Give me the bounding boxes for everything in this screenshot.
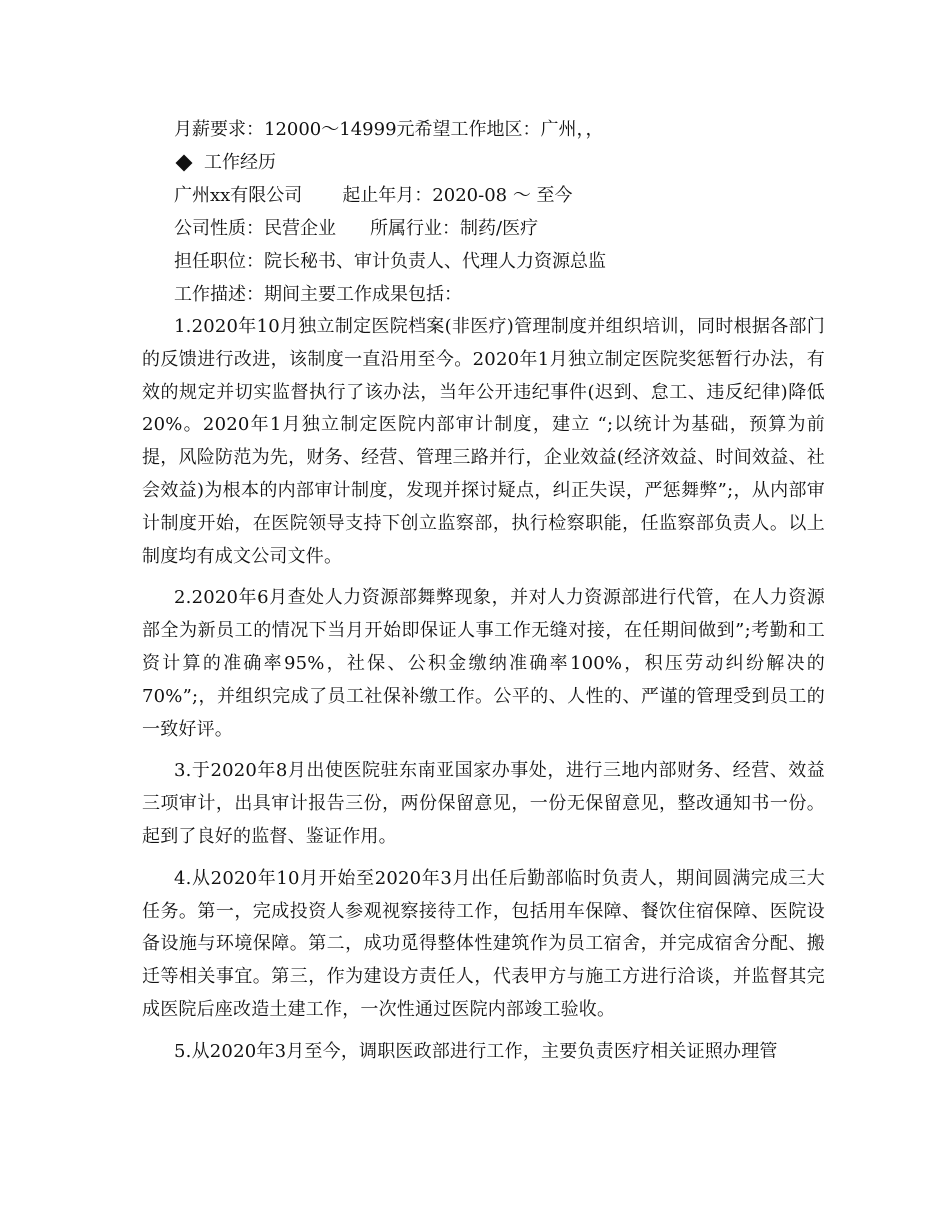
employment-period: 起止年月：2020-08 ～ 至今: [342, 185, 573, 206]
work-experience-heading: [142, 146, 825, 179]
position-line: 担任职位：院长秘书、审计负责人、代理人力资源总监: [174, 251, 606, 272]
company-name: 广州xx有限公司: [174, 185, 303, 206]
company-type: 公司性质：民营企业: [174, 218, 336, 239]
achievement-paragraph-5: 5.从2020年3月至今，调职医政部进行工作，主要负责医疗相关证照办理管: [174, 1040, 778, 1062]
industry: 所属行业：制药/医疗: [370, 218, 539, 239]
diamond-bullet-icon: [176, 154, 193, 171]
achievement-paragraph-3: 3.于2020年8月出使医院驻东南亚国家办事处，进行三地内部财务、经营、效益三项审计，出具审计报告三份，两份保留意见，一份无保留意见，整改通知书一份。起到了良好的监督、鉴证作用。: [142, 760, 825, 847]
resume-page: [142, 113, 825, 1069]
company-info-line: [142, 212, 825, 245]
achievement-paragraph-1: 1.2020年10月独立制定医院档案(非医疗)管理制度并组织培训，同时根据各部门的反馈进行改进，该制度一直沿用至今。2020年1月独立制定医院奖惩暂行办法，有效的规定并切实监督执行了该办法，当年公开违纪事件(迟到、怠工、违反纪律)降低20%。2020年1月独立制定医院内部审计制度，建立 “;以统计为基础，预算为前提，风险防范为先，财务、经营、管理三路并行，企业效益(经济效益、时间效益、社会效益)为根本的内部审计制度，发现并探讨疑点，纠正失误，严惩舞弊”;，从内部审计制度开始，在医院领导支持下创立监察部，执行检察职能，任监察部负责人。以上制度均有成文公司文件。: [142, 316, 825, 567]
achievement-paragraph-4: 4.从2020年10月开始至2020年3月出任后勤部临时负责人，期间圆满完成三大任务。第一，完成投资人参观视察接待工作，包括用车保障、餐饮住宿保障、医院设备设施与环境保障。第二，成功觅得整体性建筑作为员工宿舍，并完成宿舍分配、搬迁等相关事宜。第三，作为建设方责任人，代表甲方与施工方进行洽谈，并监督其完成医院后座改造土建工作，一次性通过医院内部竣工验收。: [142, 867, 825, 1020]
achievement-paragraph-2: 2.2020年6月查处人力资源部舞弊现象，并对人力资源部进行代管，在人力资源部全为新员工的情况下当月开始即保证人事工作无缝对接，在任期间做到”;考勤和工资计算的准确率95%，社保、公积金缴纳准确率100%，积压劳动纠纷解决的70%”;，并组织完成了员工社保补缴工作。公平的、人性的、严谨的管理受到员工的一致好评。: [142, 587, 825, 740]
section-title: 工作经历: [204, 152, 276, 173]
company-period-line: [142, 179, 825, 212]
work-description-intro: 工作描述：期间主要工作成果包括：: [174, 284, 462, 305]
salary-expectation: 月薪要求：12000～14999元希望工作地区：广州，，: [174, 119, 604, 140]
